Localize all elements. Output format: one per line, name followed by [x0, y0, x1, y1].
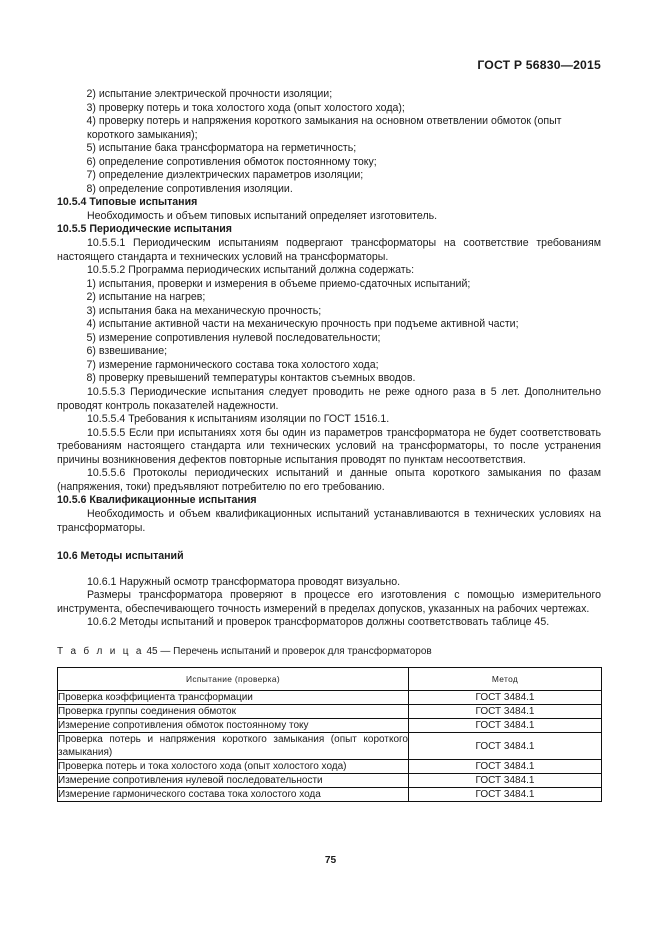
list-item: 7) определение диэлектрических параметров изоляции; [86, 169, 364, 182]
list-item: 1) испытания, проверки и измерения в объеме приемо-сдаточных испытаний; [86, 277, 471, 290]
cell-method: ГОСТ 3484.1 [409, 691, 602, 705]
cell-test: Измерение гармонического состава тока холостого хода [58, 788, 409, 802]
cell-test: Проверка потерь и тока холостого хода (опыт холостого хода) [58, 760, 409, 774]
paragraph-10-5-5-4: 10.5.5.4 Требования к испытаниям изоляции по ГОСТ 1516.1. [87, 413, 390, 426]
cell-method: ГОСТ 3484.1 [409, 774, 602, 788]
section-heading-10-5-4: 10.5.4 Типовые испытания [57, 196, 198, 209]
running-header-standard-number: ГОСТ Р 56830—2015 [477, 58, 601, 72]
spacer [57, 535, 601, 550]
table-caption-rest: — Перечень испытаний и проверок для трансформаторов [160, 645, 432, 657]
table-caption-number: 45 [143, 645, 161, 657]
cell-test: Измерение сопротивления нулевой последовательности [58, 774, 409, 788]
section-heading-10-6: 10.6 Методы испытаний [57, 550, 184, 563]
list-item: 7) измерение гармонического состава тока холостого хода; [86, 358, 379, 371]
list-item: 6) взвешивание; [86, 345, 168, 358]
section-heading-10-5-5: 10.5.5 Периодические испытания [57, 223, 232, 236]
table-caption-word: Т а б л и ц а [57, 645, 144, 657]
table-row [58, 705, 602, 719]
list-item: 2) испытание на нагрев; [86, 291, 206, 304]
list-item: 2) испытание электрической прочности изоляции; [86, 88, 333, 100]
list-item: 8) определение сопротивления изоляции. [86, 182, 293, 195]
table-row [58, 719, 602, 733]
cell-method: ГОСТ 3484.1 [409, 733, 602, 760]
paragraph-10-5-5-6: 10.5.5.6 Протоколы периодических испытаний и данные опыта короткого замыкания по фазам (напряжения, токи) предъявляют потребителю по его требованию. [57, 467, 601, 493]
paragraph-10-6-1: 10.6.1 Наружный осмотр трансформатора проводят визуально. [87, 575, 401, 588]
table-row [58, 733, 602, 760]
paragraph-10-6-1-b: Размеры трансформатора проверяют в процессе его изготовления с помощью измерительного инструмента, обеспечивающего точность измерений в пределах допусков, указанных на рабочих чертежах. [57, 589, 601, 615]
paragraph-10-6-2: 10.6.2 Методы испытаний и проверок трансформаторов должны соответствовать таблице 45. [87, 616, 550, 629]
section-heading-10-5-6: 10.5.6 Квалификационные испытания [57, 494, 257, 507]
list-item: 4) испытание активной части на механическую прочность при подъеме активной части; [86, 318, 519, 331]
paragraph-10-5-6: Необходимость и объем квалификационных испытаний устанавливаются в технических условиях на трансформаторы. [57, 507, 601, 534]
paragraph-10-5-4: Необходимость и объем типовых испытаний определяет изготовитель. [87, 209, 438, 222]
table-row [58, 774, 602, 788]
cell-method: ГОСТ 3484.1 [409, 719, 602, 733]
text-column [57, 88, 601, 802]
table-row [58, 760, 602, 774]
table-header-row [58, 668, 602, 691]
list-item: 3) испытания бака на механическую прочность; [86, 304, 322, 317]
table-row [58, 788, 602, 802]
cell-method: ГОСТ 3484.1 [409, 760, 602, 774]
paragraph-10-5-5-3: 10.5.5.3 Периодические испытания следует проводить не реже одного раза в 5 лет. Дополнительно проводят контроль показателей надежности. [57, 386, 601, 412]
list-item: 3) проверку потерь и тока холостого хода (опыт холостого хода); [86, 101, 405, 114]
cell-method: ГОСТ 3484.1 [409, 705, 602, 719]
table-caption [57, 645, 601, 659]
cell-test: Проверка группы соединения обмоток [58, 705, 409, 719]
spacer [57, 564, 601, 576]
list-item: 4) проверку потерь и напряжения короткого замыкания на основном ответвлении обмоток (опыт короткого замыкания); [86, 115, 562, 141]
column-header-method: Метод [409, 668, 602, 691]
cell-test: Проверка коэффициента трансформации [58, 691, 409, 705]
paragraph-10-5-5-5: 10.5.5.5 Если при испытаниях хотя бы один из параметров трансформатора не будет соответствовать требованиям настоящего стандарта или технических условий на трансформаторы, то после устранения причины возникновения дефектов повторные испытания проводят по пунктам несоответствия. [57, 426, 601, 466]
cell-test: Проверка потерь и напряжения короткого замыкания (опыт короткого замыкания) [58, 734, 408, 759]
cell-test: Измерение сопротивления обмоток постоянному току [58, 719, 409, 733]
list-item: 6) определение сопротивления обмоток постоянному току; [86, 155, 377, 168]
table-body [58, 691, 602, 802]
table-row [58, 691, 602, 705]
list-item: 8) проверку превышений температуры контактов съемных вводов. [86, 372, 416, 385]
tests-and-checks-table [57, 667, 602, 802]
list-item: 5) измерение сопротивления нулевой последовательности; [86, 331, 381, 344]
spacer [57, 630, 601, 645]
cell-method: ГОСТ 3484.1 [409, 788, 602, 802]
list-item: 5) испытание бака трансформатора на герметичность; [86, 142, 357, 155]
table-head [58, 668, 602, 691]
page-number: 75 [324, 855, 337, 866]
column-header-test: Испытание (проверка) [58, 668, 409, 691]
paragraph-10-5-5-1: 10.5.5.1 Периодическим испытаниям подвергают трансформаторы на соответствие требованиям настоящего стандарта и технических условий на трансформаторы. [57, 237, 601, 263]
paragraph-10-5-5-2: 10.5.5.2 Программа периодических испытаний должна содержать: [87, 264, 415, 277]
